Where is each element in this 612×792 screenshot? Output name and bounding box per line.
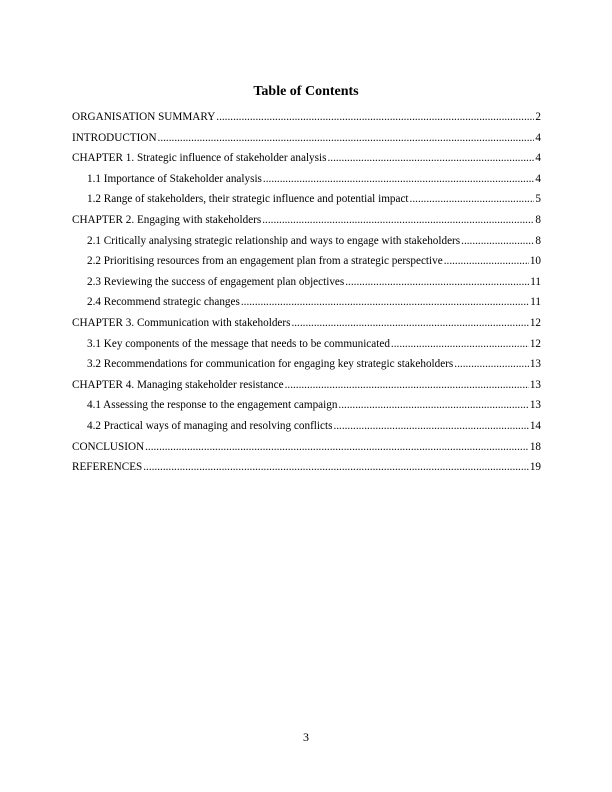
table-of-contents xyxy=(72,111,541,482)
dot-leader xyxy=(291,317,528,329)
dot-leader xyxy=(333,420,528,432)
toc-entry-label: 4.2 Practical ways of managing and resolving conflicts xyxy=(87,419,333,432)
dot-leader xyxy=(461,235,534,247)
toc-entry-1-2[interactable] xyxy=(72,193,541,214)
toc-entry-page: 11 xyxy=(530,296,541,309)
toc-entry-label: 1.1 Importance of Stakeholder analysis xyxy=(87,172,262,185)
toc-entry-introduction[interactable] xyxy=(72,132,541,153)
toc-entry-label: 2.2 Prioritising resources from an engagement plan from a strategic perspective xyxy=(87,255,443,268)
dot-leader xyxy=(410,193,535,205)
dot-leader xyxy=(327,152,534,164)
toc-title: Table of Contents xyxy=(253,84,359,99)
toc-entry-2-4[interactable] xyxy=(72,296,541,317)
toc-entry-label: CHAPTER 2. Engaging with stakeholders xyxy=(72,213,262,226)
toc-entry-label: CHAPTER 4. Managing stakeholder resistance xyxy=(72,378,284,391)
toc-entry-label: CHAPTER 1. Strategic influence of stakeholder analysis xyxy=(72,152,327,165)
toc-entry-page: 5 xyxy=(535,193,541,206)
toc-entry-page: 8 xyxy=(535,213,541,226)
toc-entry-page: 10 xyxy=(529,255,541,268)
toc-entry-page: 18 xyxy=(529,440,541,453)
toc-entry-1-1[interactable] xyxy=(72,173,541,194)
dot-leader xyxy=(345,276,529,288)
toc-entry-label: 2.4 Recommend strategic changes xyxy=(87,296,240,309)
dot-leader xyxy=(158,132,535,144)
toc-entry-2-1[interactable] xyxy=(72,235,541,256)
dot-leader xyxy=(454,358,529,370)
toc-entry-chapter-2[interactable] xyxy=(72,214,541,235)
toc-entry-chapter-3[interactable] xyxy=(72,317,541,338)
toc-entry-page: 4 xyxy=(535,131,541,144)
dot-leader xyxy=(262,214,534,226)
dot-leader xyxy=(241,296,529,308)
toc-entry-chapter-1[interactable] xyxy=(72,152,541,173)
toc-entry-label: 2.1 Critically analysing strategic relationship and ways to engage with stakeholders xyxy=(87,234,461,247)
toc-entry-3-2[interactable] xyxy=(72,358,541,379)
toc-entry-page: 4 xyxy=(535,172,541,185)
dot-leader xyxy=(391,338,529,350)
toc-entry-label: CONCLUSION xyxy=(72,440,145,453)
toc-entry-page: 13 xyxy=(529,358,541,371)
page-number: 3 xyxy=(303,730,309,744)
toc-entry-page: 14 xyxy=(529,419,541,432)
toc-entry-3-1[interactable] xyxy=(72,338,541,359)
toc-entry-label: 1.2 Range of stakeholders, their strategic influence and potential impact xyxy=(87,193,409,206)
toc-entry-page: 19 xyxy=(529,461,541,474)
toc-entry-page: 12 xyxy=(529,316,541,329)
toc-entry-label: 4.1 Assessing the response to the engagement campaign xyxy=(87,399,338,412)
toc-entry-page: 8 xyxy=(535,234,541,247)
dot-leader xyxy=(216,111,534,123)
toc-entry-4-2[interactable] xyxy=(72,420,541,441)
toc-entry-label: 3.2 Recommendations for communication for engaging key strategic stakeholders xyxy=(87,358,454,371)
dot-leader xyxy=(145,441,529,453)
dot-leader xyxy=(263,173,534,185)
toc-entry-label: 3.1 Key components of the message that needs to be communicated xyxy=(87,337,390,350)
toc-entry-organisation-summary[interactable] xyxy=(72,111,541,132)
toc-entry-label: CHAPTER 3. Communication with stakeholders xyxy=(72,316,291,329)
toc-entry-page: 13 xyxy=(529,399,541,412)
dot-leader xyxy=(338,399,528,411)
toc-entry-label: 2.3 Reviewing the success of engagement plan objectives xyxy=(87,275,345,288)
toc-entry-conclusion[interactable] xyxy=(72,441,541,462)
toc-entry-label: INTRODUCTION xyxy=(72,131,157,144)
toc-entry-page: 13 xyxy=(529,378,541,391)
toc-entry-2-3[interactable] xyxy=(72,276,541,297)
toc-entry-references[interactable] xyxy=(72,461,541,482)
dot-leader xyxy=(143,461,529,473)
toc-entry-2-2[interactable] xyxy=(72,255,541,276)
toc-entry-label: REFERENCES xyxy=(72,461,143,474)
toc-entry-label: ORGANISATION SUMMARY xyxy=(72,111,216,123)
toc-entry-4-1[interactable] xyxy=(72,399,541,420)
dot-leader xyxy=(285,379,529,391)
toc-entry-page: 11 xyxy=(530,275,541,288)
toc-entry-page: 2 xyxy=(535,111,541,123)
toc-entry-page: 12 xyxy=(529,337,541,350)
toc-entry-page: 4 xyxy=(535,152,541,165)
dot-leader xyxy=(444,255,529,267)
toc-entry-chapter-4[interactable] xyxy=(72,379,541,400)
